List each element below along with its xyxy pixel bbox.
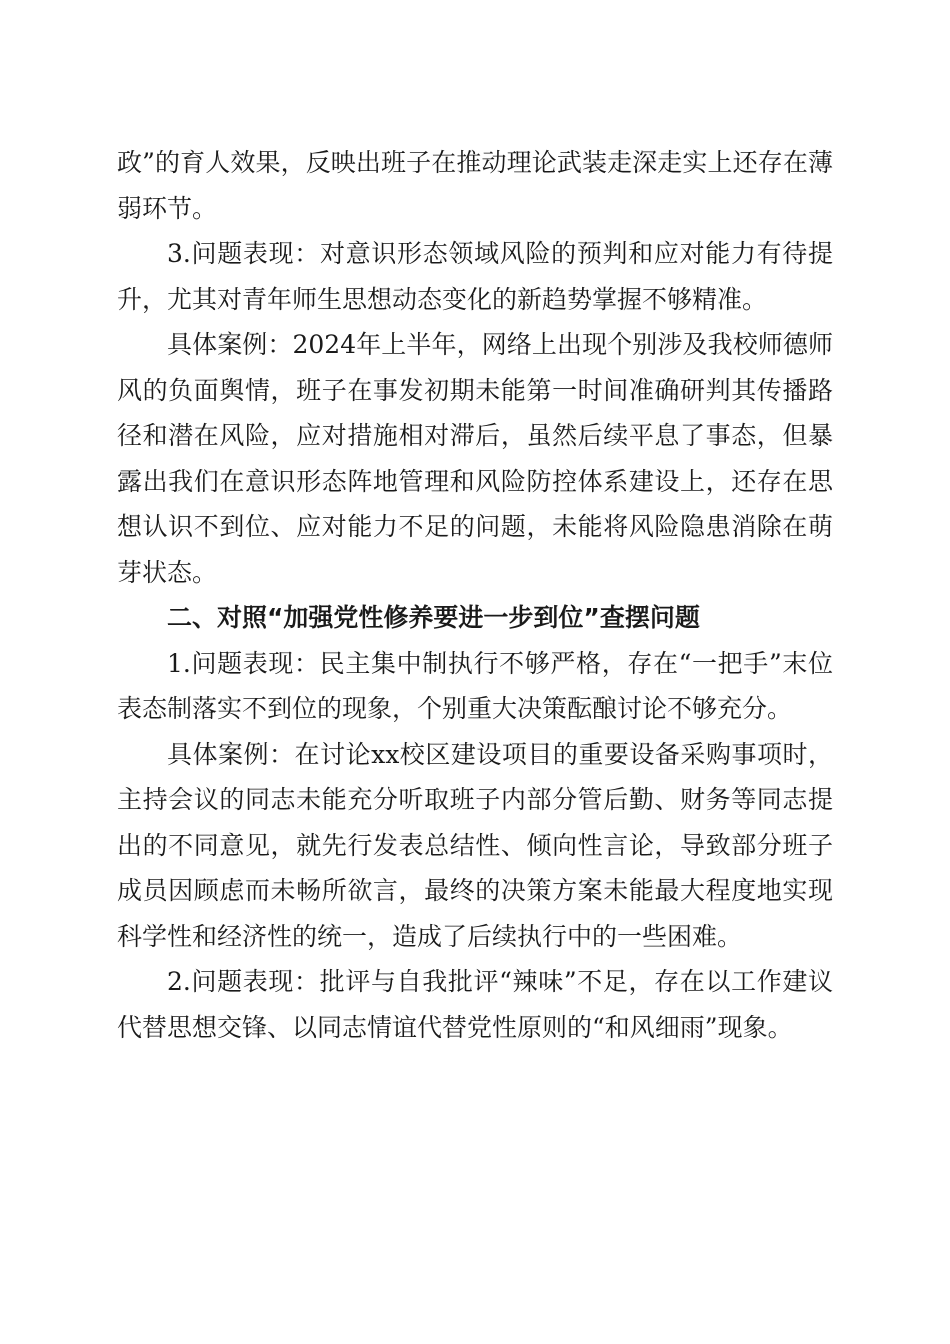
- paragraph-problem-3: 3.问题表现：对意识形态领域风险的预判和应对能力有待提升，尤其对青年师生思想动态变化的新趋势掌握不够精准。: [117, 239, 833, 314]
- paragraph-case-network-opinion: 具体案例：2024年上半年，网络上出现个别涉及我校师德师风的负面舆情，班子在事发初期未能第一时间准确研判其传播路径和潜在风险，应对措施相对滞后，虽然后续平息了事态，但暴露出我们在意识形态阵地管理和风险防控体系建设上，还存在思想认识不到位、应对能力不足的问题，未能将风险隐患消除在萌芽状态。: [117, 330, 833, 587]
- document-body: [117, 140, 833, 1050]
- paragraph-problem-2: 2.问题表现：批评与自我批评“辣味”不足，存在以工作建议代替思想交锋、以同志情谊代替党性原则的“和风细雨”现象。: [117, 967, 833, 1042]
- section-heading-2: 二、对照“加强党性修养要进一步到位”查摆问题: [167, 603, 700, 632]
- paragraph-case-procurement: 具体案例：在讨论xx校区建设项目的重要设备采购事项时，主持会议的同志未能充分听取班子内部分管后勤、财务等同志提出的不同意见，就先行发表总结性、倾向性言论，导致部分班子成员因顾虑而未畅所欲言，最终的决策方案未能最大程度地实现科学性和经济性的统一，造成了后续执行中的一些困难。: [117, 739, 833, 951]
- paragraph-problem-1: 1.问题表现：民主集中制执行不够严格，存在“一把手”末位表态制落实不到位的现象，个别重大决策酝酿讨论不够充分。: [117, 648, 833, 723]
- paragraph-continuation: 政”的育人效果，反映出班子在推动理论武装走深走实上还存在薄弱环节。: [117, 148, 833, 223]
